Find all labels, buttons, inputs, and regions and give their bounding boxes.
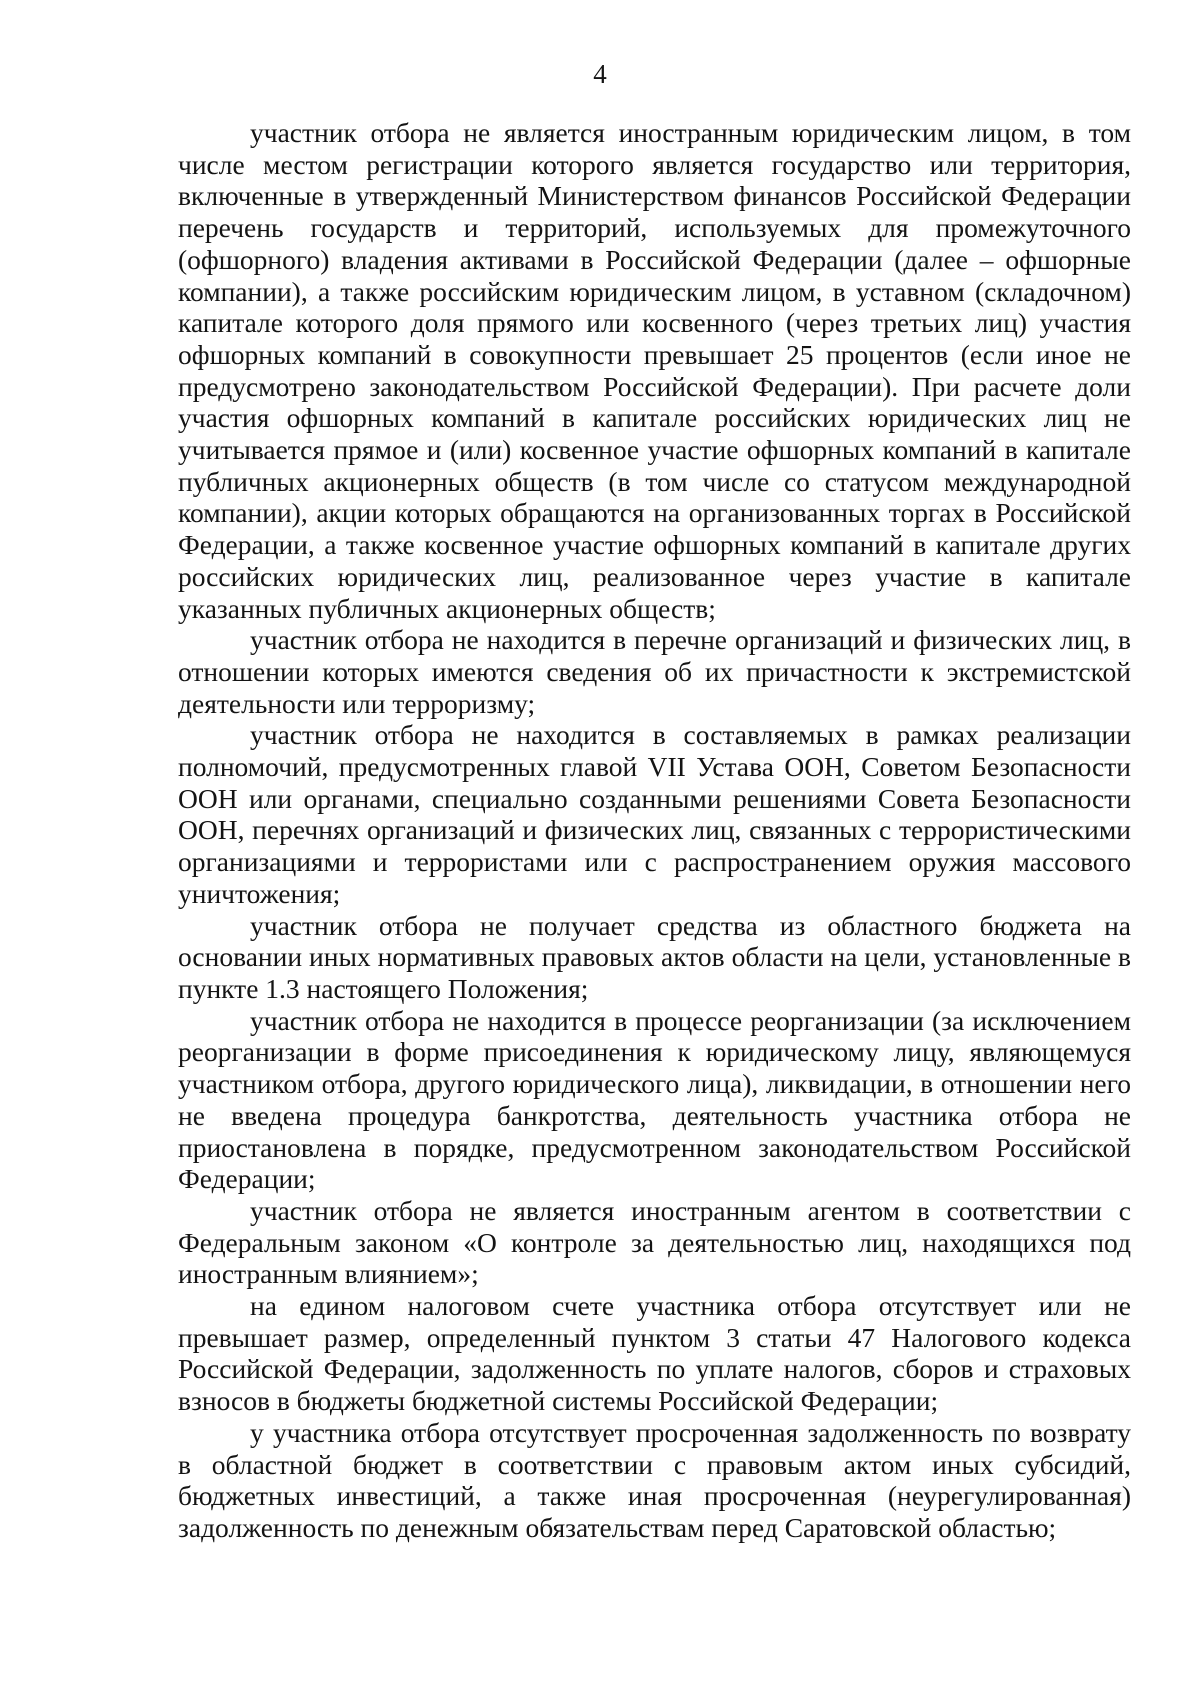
paragraph-extremism-list: участник отбора не находится в перечне организаций и физических лиц, в отношении которых имеются сведения об их причастности к экстремистской деятельности или терроризму;	[178, 624, 1131, 719]
document-body	[178, 117, 1131, 1544]
paragraph-no-reorganization-liquidation: участник отбора не находится в процессе реорганизации (за исключением реорганизации в форме присоединения к юридическому лицу, являющемуся участником отбора, другого юридического лица), ликвидации, в отношении него не введена процедура банкротства, деятельность участника отбора не приостановлена в порядке, предусмотренном законодательством Российской Федерации;	[178, 1004, 1131, 1195]
paragraph-offshore-companies: участник отбора не является иностранным юридическим лицом, в том числе местом регистрации которого является государство или территория, включенные в утвержденный Министерством финансов Российской Федерации перечень государств и территорий, используемых для промежуточного (офшорного) владения активами в Российской Федерации (далее – офшорные компании), а также российским юридическим лицом, в уставном (складочном) капитале которого доля прямого или косвенного (через третьих лиц) участия офшорных компаний в совокупности превышает 25 процентов (если иное не предусмотрено законодательством Российской Федерации). При расчете доли участия офшорных компаний в капитале российских юридических лиц не учитывается прямое и (или) косвенное участие офшорных компаний в капитале публичных акционерных обществ (в том числе со статусом международной компании), акции которых обращаются на организованных торгах в Российской Федерации, а также косвенное участие офшорных компаний в капитале других российских юридических лиц, реализованное через участие в капитале указанных публичных акционерных обществ;	[178, 117, 1131, 624]
paragraph-un-security-council-lists: участник отбора не находится в составляемых в рамках реализации полномочий, предусмотренных главой VII Устава ООН, Советом Безопасности ООН или органами, специально созданными решениями Совета Безопасности ООН, перечнях организаций и физических лиц, связанных с террористическими организациями и террористами или с распространением оружия массового уничтожения;	[178, 719, 1131, 909]
paragraph-overdue-debt: у участника отбора отсутствует просроченная задолженность по возврату в областной бюджет в соответствии с правовым актом иных субсидий, бюджетных инвестиций, а также иная просроченная (неурегулированная) задолженность по денежным обязательствам перед Саратовской областью;	[178, 1416, 1131, 1543]
paragraph-tax-debt: на едином налоговом счете участника отбора отсутствует или не превышает размер, определенный пунктом 3 статьи 47 Налогового кодекса Российской Федерации, задолженность по уплате налогов, сборов и страховых взносов в бюджеты бюджетной системы Российской Федерации;	[178, 1290, 1131, 1417]
paragraph-no-regional-budget-funds: участник отбора не получает средства из областного бюджета на основании иных нормативных правовых актов области на цели, установленные в пункте 1.3 настоящего Положения;	[178, 909, 1131, 1004]
page-number: 4	[593, 59, 607, 89]
paragraph-not-foreign-agent: участник отбора не является иностранным агентом в соответствии с Федеральным законом «О контроле за деятельностью лиц, находящихся под иностранным влиянием»;	[178, 1194, 1131, 1290]
